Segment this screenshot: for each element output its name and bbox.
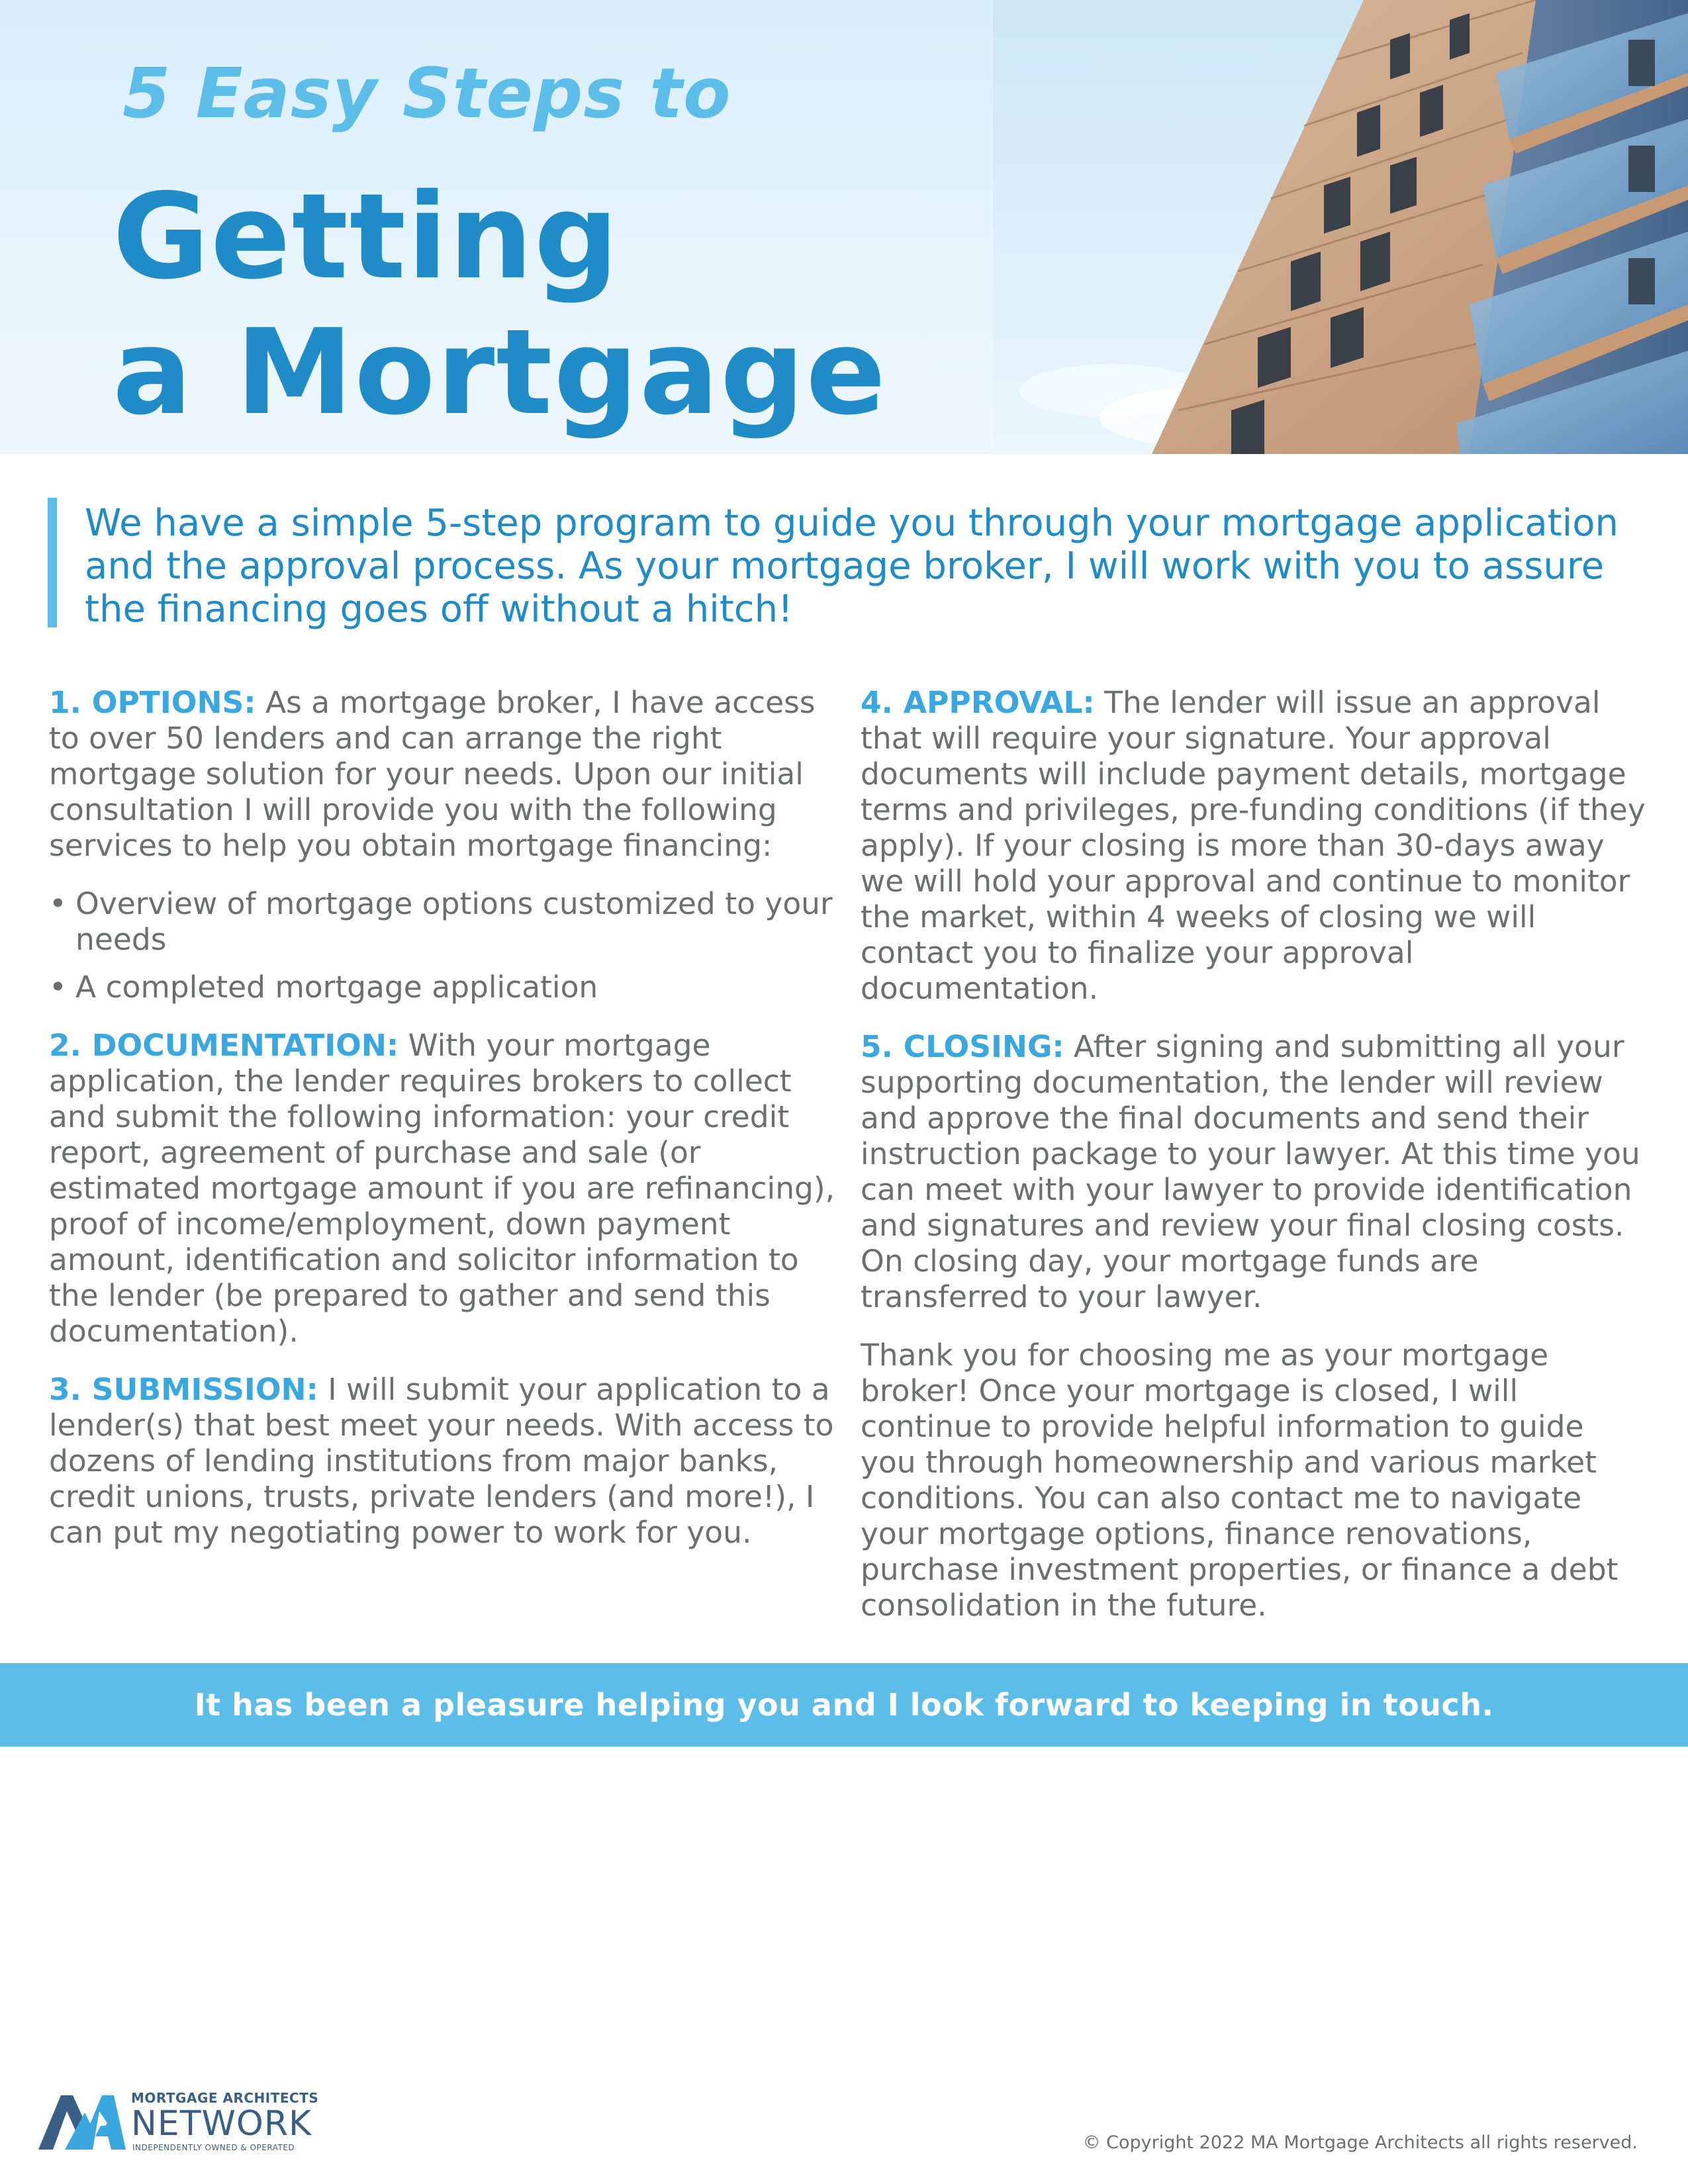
step-2-text: With your mortgage application, the lender requires brokers to collect and submit the following information: your credit report, agreement of purchase and sale (or estimated mortgage amount if you are refinancing), proof of income/employment, down payment amount, identification and solicitor information to the lender (be prepared to gather and send this documentation).	[49, 1028, 835, 1349]
step-4	[861, 685, 1648, 1007]
intro-accent-bar	[48, 498, 57, 627]
left-column	[49, 685, 837, 1573]
step-3	[49, 1372, 837, 1551]
right-column	[861, 685, 1648, 1646]
step-2-label: 2. DOCUMENTATION:	[49, 1028, 399, 1063]
step-5-label: 5. CLOSING:	[861, 1029, 1064, 1064]
step-4-label: 4. APPROVAL:	[861, 685, 1095, 720]
list-item: • Overview of mortgage options customized to your needs	[49, 886, 837, 958]
list-item: • A completed mortgage application	[49, 970, 837, 1005]
step-5	[861, 1029, 1648, 1315]
step-1	[49, 685, 837, 864]
step-1-text: As a mortgage broker, I have access to over 50 lenders and can arrange the right mortgage solution for your needs. Upon our initial consultation I will provide you with the following services to help you obtain mortgage financing:	[49, 685, 816, 863]
apartment-building-photo	[993, 0, 1688, 454]
step-3-text: I will submit your application to a lender(s) that best meet your needs. With access to dozens of lending institutions from major banks, credit unions, trusts, private lenders (and more!), I can put my negotiating power to work for you.	[49, 1372, 834, 1550]
ma-logo-icon	[38, 2093, 126, 2150]
step-4-text: The lender will issue an approval that will require your signature. Your approval documents will include payment details, mortgage terms and privileges, pre-funding conditions (if they apply). If your closing is more than 30-days away we will hold your approval and continue to monitor the market, within 4 weeks of closing we will contact you to finalize your approval documentation.	[861, 685, 1646, 1006]
pretitle: 5 Easy Steps to	[122, 53, 731, 134]
title-line-1: Getting	[113, 168, 620, 305]
logo-line-3: INDEPENDENTLY OWNED & OPERATED	[132, 2143, 295, 2152]
step-5-text: After signing and submitting all your supporting documentation, the lender will review and approve the final documents and send their instruction package to your lawyer. At this time you can meet with your lawyer to provide identification and signatures and review your final closing costs. On closing day, your mortgage funds are transferred to your lawyer.	[861, 1029, 1640, 1314]
banner-text: It has been a pleasure helping you and I look forward to keeping in touch.	[194, 1687, 1494, 1723]
intro-text: We have a simple 5-step program to guide you through your mortgage application and the approval process. As your mortgage broker, I will work with you to assure the financing goes off without a hitch!	[85, 502, 1618, 631]
step-2	[49, 1028, 837, 1349]
logo-line-2: NETWORK	[131, 2104, 312, 2144]
title-line-2: a Mortgage	[113, 304, 888, 441]
thank-you-banner	[0, 1663, 1688, 1747]
step-1-bullets	[49, 886, 837, 1005]
copyright-text: © Copyright 2022 MA Mortgage Architects all rights reserved.	[1082, 2132, 1638, 2153]
closing-note: Thank you for choosing me as your mortgage broker! Once your mortgage is closed, I will continue to provide helpful information to guide you through homeownership and various market conditions. You can also contact me to navigate your mortgage options, finance renovations, purchase investment properties, or finance a debt consolidation in the future.	[861, 1338, 1618, 1623]
hero-header	[0, 0, 1688, 454]
mortgage-architects-logo	[38, 2090, 330, 2156]
logo-line-1: MORTGAGE ARCHITECTS	[131, 2090, 319, 2106]
page-title	[113, 169, 887, 440]
step-1-label: 1. OPTIONS:	[49, 685, 256, 720]
step-3-label: 3. SUBMISSION:	[49, 1372, 318, 1407]
